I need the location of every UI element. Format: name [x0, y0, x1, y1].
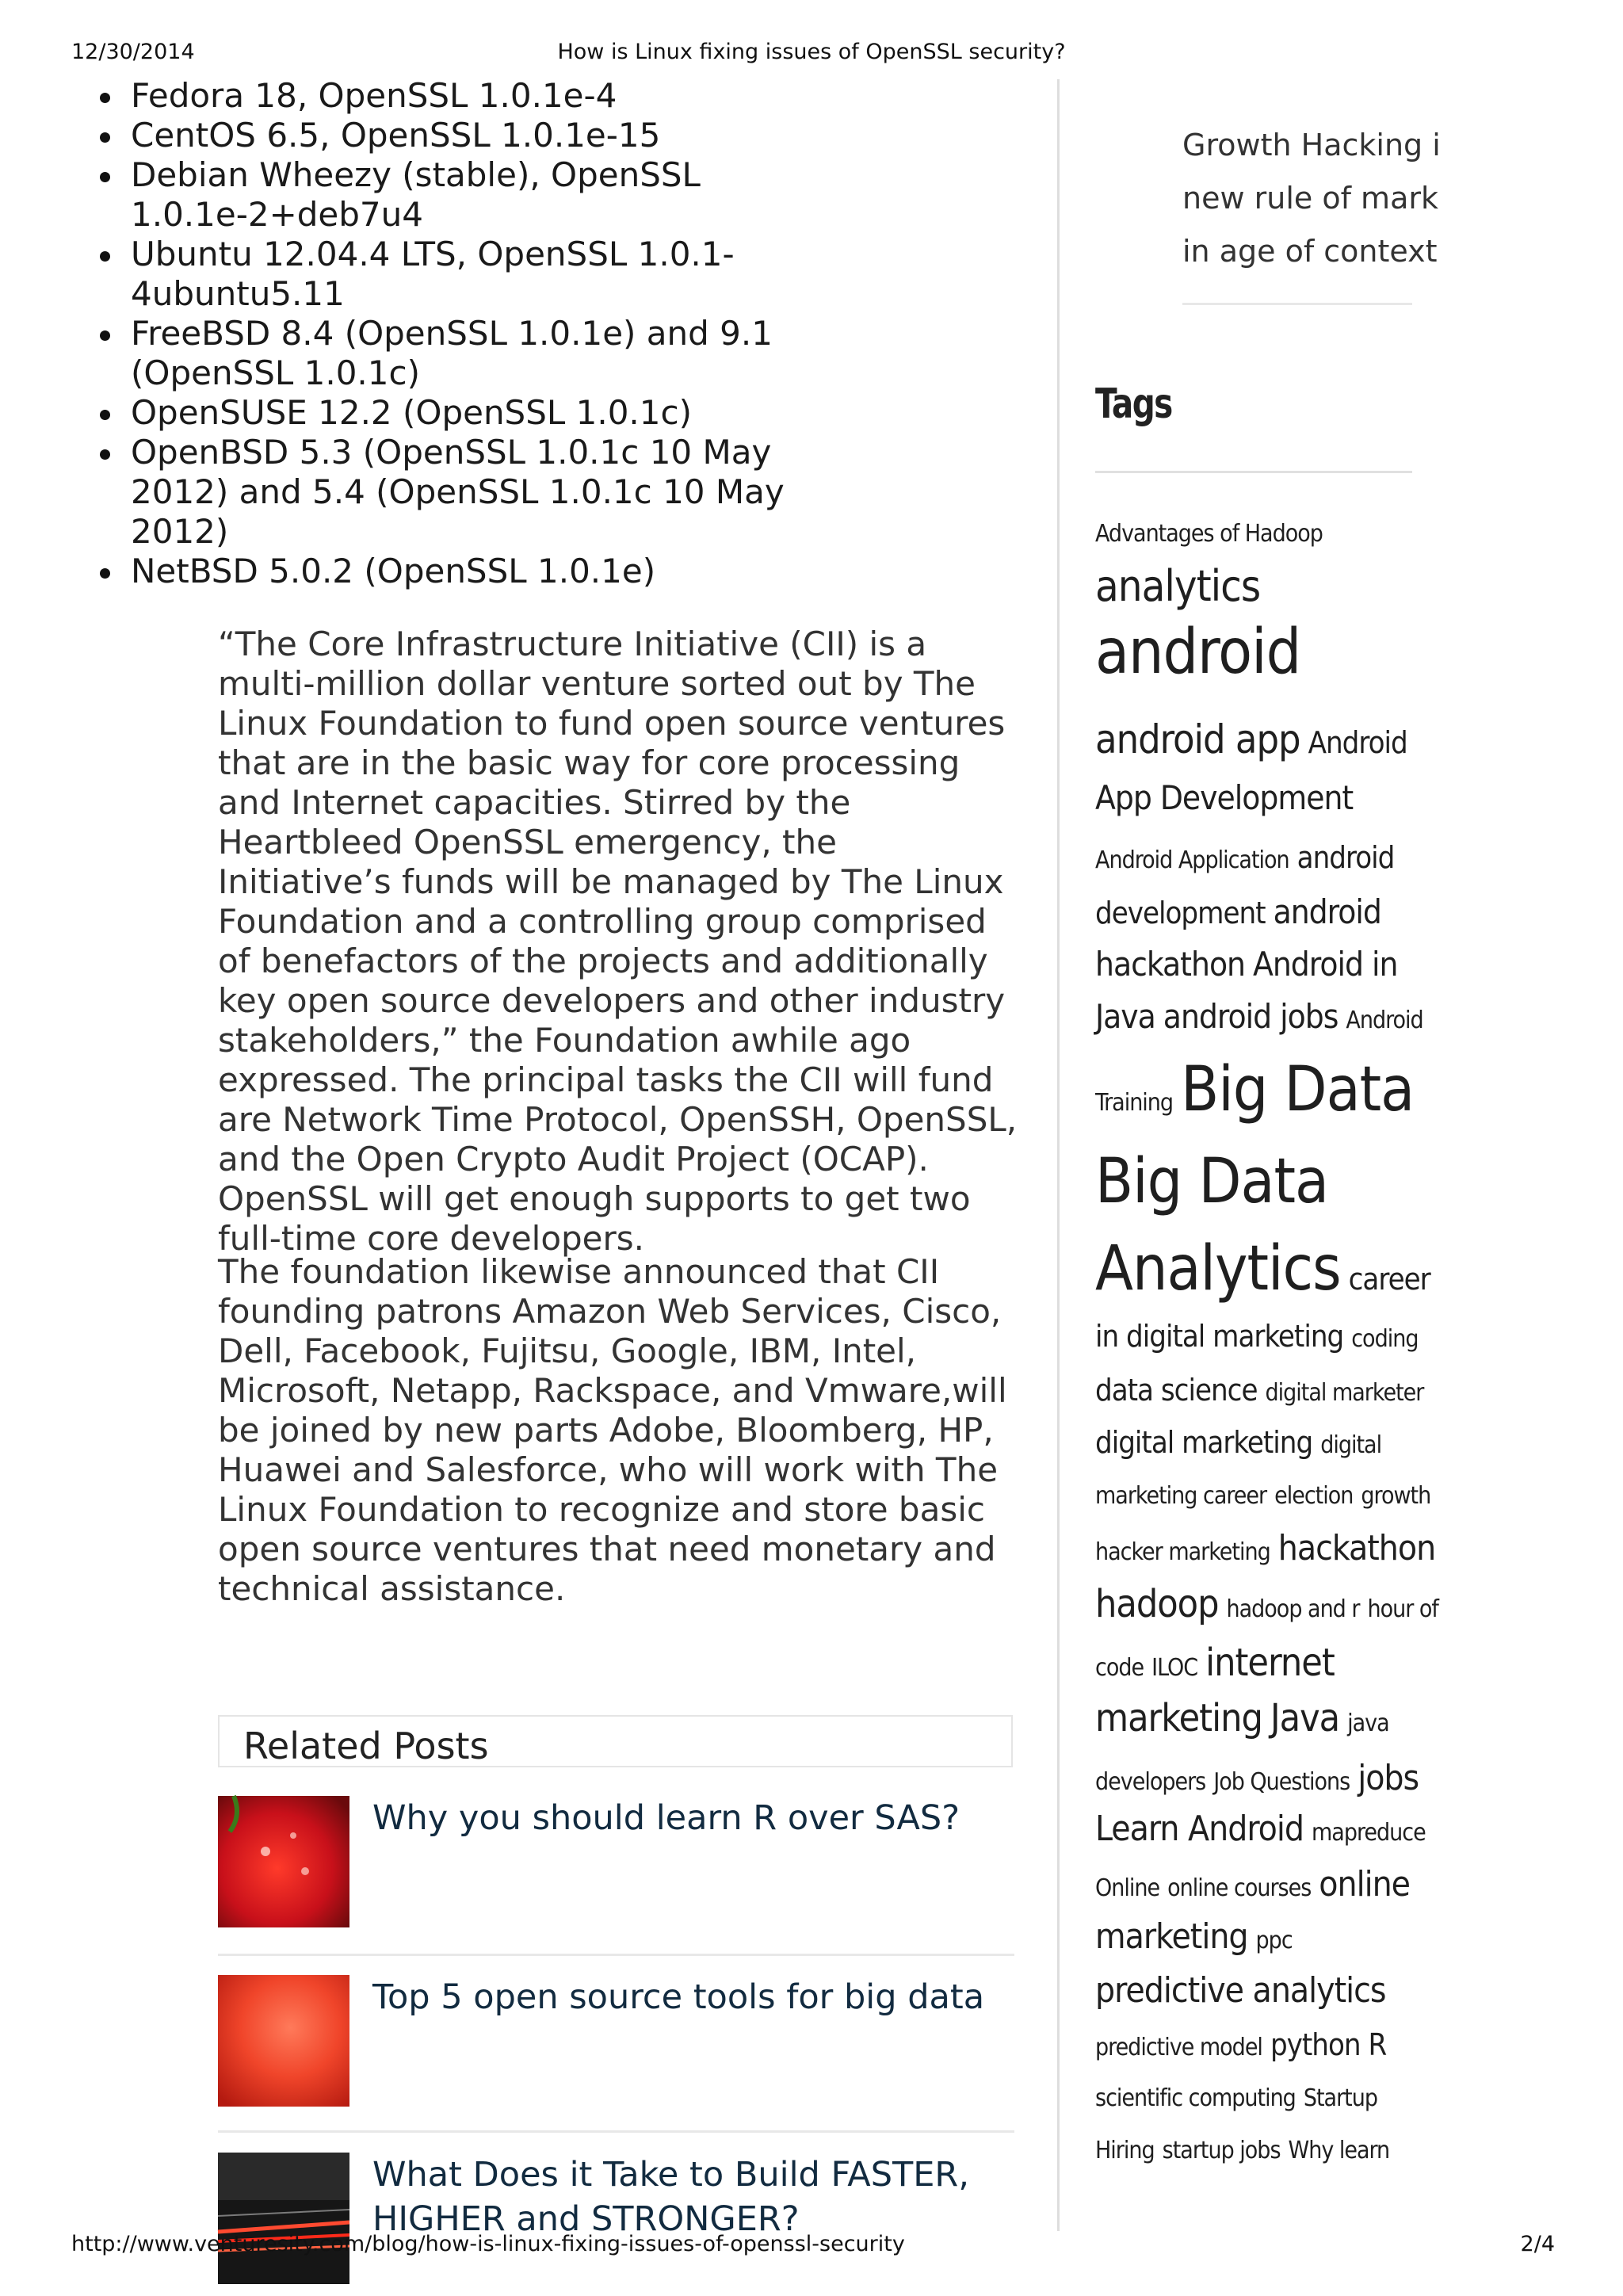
tag-link[interactable]: startup jobs	[1162, 2137, 1281, 2164]
tag-link[interactable]: hacker marketing	[1095, 1538, 1270, 1566]
tag-link[interactable]: ppc	[1255, 1927, 1293, 1954]
page-number: 2/4	[1520, 2232, 1555, 2256]
tag-link[interactable]: App Development	[1095, 778, 1354, 817]
tag-link[interactable]: java	[1347, 1710, 1389, 1737]
tag-link[interactable]: developers	[1095, 1768, 1206, 1796]
tag-row	[1095, 520, 1331, 548]
tag-link[interactable]: Why learn	[1288, 2137, 1390, 2164]
divider	[218, 1954, 1014, 1956]
tag-link[interactable]: analytics	[1095, 561, 1261, 611]
light-trail-thumbnail-icon[interactable]	[218, 2153, 349, 2284]
tag-row	[1095, 1528, 1443, 1568]
sidebar-post-line: in age of context	[1182, 234, 1438, 269]
tag-link[interactable]: Hiring	[1095, 2137, 1155, 2164]
divider	[1095, 471, 1412, 473]
tag-link[interactable]: Job Questions	[1213, 1768, 1350, 1796]
list-item: Debian Wheezy (stable), OpenSSL 1.0.1e-2+deb7u4	[131, 155, 828, 235]
tag-link[interactable]: marketing	[1095, 1696, 1262, 1740]
paragraph-foundation: The foundation likewise announced that CII founding patrons Amazon Web Services, Cisco, Dell, Facebook, Fujitsu, Google, IBM, Intel, Microsoft, Netapp, Rackspace, and Vmware,will be joined by new parts Adobe, Bloomberg, HP, Huawei and Salesforce, who will work with The Linux Foundation to recognize and store basic open source ventures that need monetary and technical assistance.	[218, 1252, 1007, 1608]
tag-row	[1095, 561, 1268, 611]
tag-link[interactable]: development	[1095, 896, 1266, 930]
divider	[1182, 303, 1412, 305]
tag-row	[1095, 840, 1402, 875]
related-post-link[interactable]: What Does it Take to Build FASTER, HIGHER and STRONGER?	[372, 2155, 969, 2239]
tag-link[interactable]: Online	[1095, 1874, 1160, 1902]
related-posts-header	[218, 1715, 1013, 1767]
tag-row	[1095, 997, 1431, 1036]
tag-link[interactable]: android	[1095, 617, 1301, 688]
tag-link[interactable]: hadoop	[1095, 1582, 1219, 1626]
tag-link[interactable]: marketing	[1095, 1916, 1248, 1957]
tag-row	[1095, 1970, 1393, 2011]
tag-row	[1095, 1864, 1418, 1904]
list-item: Fedora 18, OpenSSL 1.0.1e-4	[131, 76, 1010, 116]
tag-row	[1095, 1425, 1389, 1460]
tag-row	[1095, 1758, 1426, 1798]
tag-link[interactable]: coding	[1351, 1325, 1419, 1353]
tags-heading: Tags	[1095, 380, 1172, 428]
tag-link[interactable]: digital marketer	[1265, 1379, 1424, 1407]
tag-link[interactable]: election	[1274, 1482, 1354, 1510]
tag-row	[1095, 1582, 1446, 1626]
tag-link[interactable]: hadoop and r	[1226, 1595, 1360, 1623]
tag-link[interactable]: digital	[1320, 1431, 1382, 1459]
tag-link[interactable]: python	[1270, 2027, 1361, 2062]
list-item: Ubuntu 12.04.4 LTS, OpenSSL 1.0.1-4ubuntu5.11	[131, 235, 749, 314]
tag-link[interactable]: hackathon	[1095, 945, 1246, 984]
tag-link[interactable]: digital marketing	[1095, 1425, 1313, 1460]
tag-link[interactable]: Android Application	[1095, 846, 1289, 874]
tag-row	[1095, 1696, 1397, 1740]
tag-link[interactable]: career	[1348, 1262, 1430, 1297]
paragraph-cii: “The Core Infrastructure Initiative (CII) is a multi-million dollar venture sorted out by The Linux Foundation to fund open source ventures that are in the basic way for core processing and Internet capacities. Stirred by the Heartbleed OpenSSL emergency, the Initiative’s funds will be managed by The Linux Foundation and a controlling group comprised of benefactors of the projects and additionally key open source developers and other industry stakeholders,” the Foundation awhile ago expressed. The principal tasks the CII will fund are Network Time Protocol, OpenSSH, OpenSSL, and the Open Crypto Audit Project (OCAP). OpenSSL will get enough supports to get two full-time core developers.	[218, 625, 1018, 1258]
column-divider	[1057, 79, 1060, 2231]
sidebar-post-link[interactable]	[1182, 119, 1441, 278]
tag-row	[1095, 1146, 1336, 1217]
tag-link[interactable]: Analytics	[1095, 1233, 1341, 1305]
tag-link[interactable]: ILOC	[1151, 1654, 1198, 1682]
tag-link[interactable]: Big Data	[1181, 1054, 1415, 1125]
print-url: http://www.venturesity.com/blog/how-is-linux-fixing-issues-of-openssl-security	[71, 2232, 905, 2256]
apple-thumbnail-icon[interactable]	[218, 1796, 349, 1927]
tag-link[interactable]: online courses	[1167, 1874, 1312, 1902]
tag-row	[1095, 617, 1308, 688]
related-posts-title: Related Posts	[243, 1725, 489, 1767]
tag-link[interactable]: Java	[1095, 997, 1155, 1036]
tag-row	[1095, 892, 1389, 931]
tag-link[interactable]: growth	[1361, 1482, 1431, 1510]
tag-row	[1095, 1916, 1300, 1957]
tag-link[interactable]: Advantages of Hadoop	[1095, 520, 1323, 548]
print-date: 12/30/2014	[71, 40, 195, 64]
tag-link[interactable]: marketing career	[1095, 1482, 1267, 1510]
tag-row	[1095, 1319, 1426, 1354]
tag-link[interactable]: Learn Android	[1095, 1809, 1304, 1849]
tag-row	[1095, 778, 1361, 817]
tag-link[interactable]: Startup	[1303, 2084, 1377, 2112]
tag-link[interactable]: internet	[1205, 1641, 1335, 1685]
tag-link[interactable]: predictive analytics	[1095, 1970, 1386, 2011]
tag-row	[1095, 1233, 1438, 1305]
sidebar-post-line: new rule of mark	[1182, 181, 1438, 216]
tag-link[interactable]: online	[1319, 1864, 1411, 1904]
list-item: NetBSD 5.0.2 (OpenSSL 1.0.1e)	[131, 552, 1010, 591]
tag-row	[1095, 1482, 1438, 1510]
tag-link[interactable]: mapreduce	[1312, 1819, 1426, 1847]
sidebar-post-line: Growth Hacking i	[1182, 128, 1441, 162]
texture-thumbnail-icon[interactable]	[218, 1975, 349, 2107]
tag-link[interactable]: Android	[1308, 725, 1407, 760]
tag-row	[1095, 1054, 1422, 1125]
tag-link[interactable]: android	[1273, 892, 1381, 931]
tag-link[interactable]: hackathon	[1277, 1528, 1436, 1568]
list-item: OpenSUSE 12.2 (OpenSSL 1.0.1c)	[131, 393, 1010, 433]
tag-link[interactable]: Big Data	[1095, 1146, 1329, 1217]
tag-link[interactable]: code	[1095, 1654, 1144, 1682]
list-item: CentOS 6.5, OpenSSL 1.0.1e-15	[131, 116, 1010, 155]
tag-link[interactable]: android app	[1095, 716, 1300, 762]
tag-link[interactable]: android jobs	[1163, 997, 1338, 1036]
list-item: FreeBSD 8.4 (OpenSSL 1.0.1e) and 9.1 (OpenSSL 1.0.1c)	[131, 314, 812, 393]
print-title: How is Linux fixing issues of OpenSSL security?	[557, 40, 1066, 64]
tag-link[interactable]: Android in	[1253, 945, 1398, 984]
tag-link[interactable]: android	[1296, 840, 1395, 875]
tag-link[interactable]: jobs	[1358, 1758, 1419, 1798]
tag-link[interactable]: in digital marketing	[1095, 1319, 1344, 1354]
tag-link[interactable]: hour of	[1367, 1595, 1438, 1623]
divider	[218, 2130, 1014, 2133]
tag-link[interactable]: Java	[1270, 1696, 1340, 1740]
version-list	[0, 76, 1010, 591]
tag-link[interactable]: predictive model	[1095, 2034, 1262, 2061]
tag-link[interactable]: Training	[1095, 1089, 1174, 1117]
tag-row	[1095, 2137, 1397, 2164]
related-post-link[interactable]: Top 5 open source tools for big data	[372, 1977, 985, 2017]
tag-link[interactable]: data science	[1095, 1373, 1258, 1408]
tag-link[interactable]: Android	[1346, 1007, 1423, 1034]
tag-row	[1095, 945, 1405, 984]
list-item: OpenBSD 5.3 (OpenSSL 1.0.1c 10 May 2012) and 5.4 (OpenSSL 1.0.1c 10 May 2012)	[131, 433, 812, 552]
tag-row	[1095, 2084, 1385, 2112]
related-post-link[interactable]: Why you should learn R over SAS?	[372, 1798, 960, 1838]
tag-row	[1095, 1373, 1431, 1408]
tag-row	[1095, 1809, 1434, 1849]
tag-link[interactable]: scientific computing	[1095, 2084, 1296, 2112]
tag-link[interactable]: R	[1368, 2027, 1387, 2062]
tag-row	[1095, 2027, 1394, 2062]
tag-row	[1095, 1641, 1342, 1685]
tag-row	[1095, 716, 1415, 762]
